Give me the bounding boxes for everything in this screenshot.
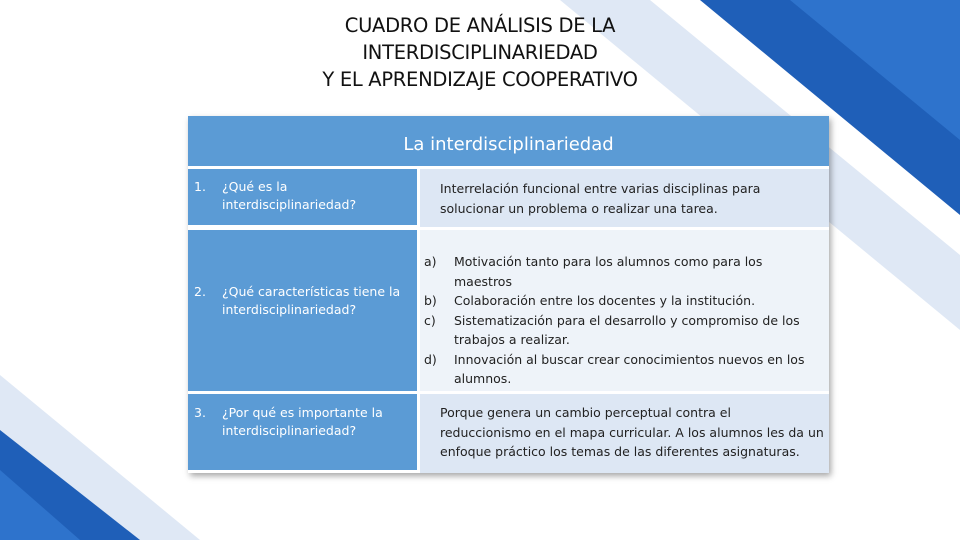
answer-cell-3: [420, 394, 829, 473]
list-item: [424, 350, 824, 389]
list-item: [424, 252, 824, 291]
question-2: [194, 283, 410, 319]
question-text: ¿Qué es la interdisciplinariedad?: [222, 179, 357, 212]
question-text: ¿Por qué es importante la interdisciplinariedad?: [222, 405, 383, 438]
answer-text: Interrelación funcional entre varias disciplinas para solucionar un problema o realizar una tarea.: [440, 181, 761, 216]
question-1: [194, 178, 410, 214]
list-item-letter: d): [424, 351, 437, 367]
question-cell-3: [188, 394, 417, 470]
title-line-2: INTERDISCIPLINARIEDAD: [362, 41, 598, 64]
title-line-3: Y EL APRENDIZAJE COOPERATIVO: [322, 68, 638, 91]
slide-title: [180, 12, 780, 93]
list-item-letter: c): [424, 312, 436, 328]
list-item: [424, 291, 824, 311]
list-item-letter: a): [424, 254, 437, 269]
question-cell-2: [188, 230, 417, 391]
analysis-table: [188, 116, 829, 473]
question-number: 2.: [194, 284, 206, 299]
title-line-1: CUADRO DE ANÁLISIS DE LA: [344, 14, 616, 37]
answer-text: Porque genera un cambio perceptual contra el reduccionismo en el mapa curricular. A los alumnos les da un enfoque práctico los temas de las diferentes asignaturas.: [440, 405, 824, 459]
question-cell-1: [188, 169, 417, 225]
list-item-text: Innovación al buscar crear conocimientos nuevos en los alumnos.: [454, 351, 805, 386]
question-3: [194, 404, 410, 440]
answer-cell-2: [420, 230, 829, 391]
list-item: [424, 311, 824, 350]
list-item-text: Motivación tanto para los alumnos como para los maestros: [454, 254, 763, 289]
question-number: 1.: [194, 179, 206, 194]
table-header-label: La interdisciplinariedad: [403, 133, 614, 155]
question-number: 3.: [194, 405, 206, 420]
question-text: ¿Qué características tiene la interdisciplinariedad?: [222, 284, 401, 317]
list-item-letter: b): [424, 293, 437, 308]
answer-cell-1: [420, 169, 829, 227]
list-item-text: Colaboración entre los docentes y la institución.: [454, 293, 756, 308]
characteristics-list: [424, 252, 824, 389]
table-header: [188, 116, 829, 166]
list-item-text: Sistematización para el desarrollo y compromiso de los trabajos a realizar.: [454, 312, 800, 347]
